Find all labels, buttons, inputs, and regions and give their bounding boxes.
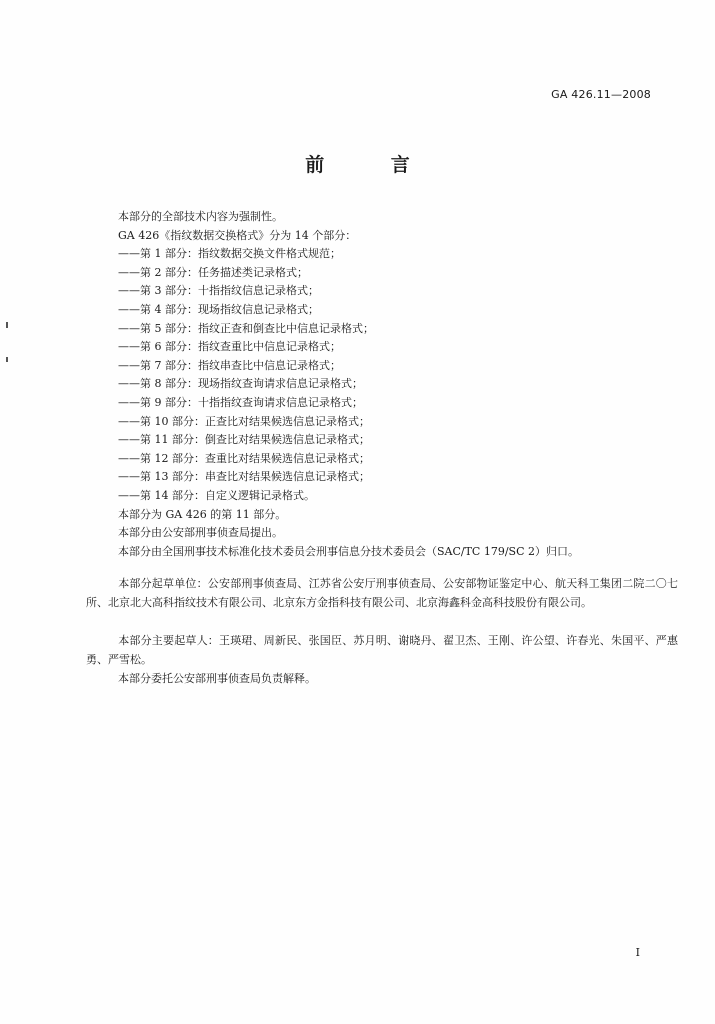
drafting-units-paragraph bbox=[86, 574, 678, 612]
part-list-item: ——第 14 部分：自定义逻辑记录格式。 bbox=[118, 488, 315, 502]
drafters-text: 本部分主要起草人：王瑛珺、周新民、张国臣、苏月明、谢晓丹、翟卫杰、王刚、许公望、许春光、朱国平、严惠勇、严雪松。 bbox=[86, 634, 678, 666]
page-number: I bbox=[635, 946, 640, 959]
part-list-item: ——第 7 部分：指纹串查比中信息记录格式； bbox=[118, 358, 341, 372]
part-list-item: ——第 5 部分：指纹正查和倒查比中信息记录格式； bbox=[118, 321, 374, 335]
part-list-item: ——第 4 部分：现场指纹信息记录格式； bbox=[118, 302, 319, 316]
part-list-item: ——第 10 部分：正查比对结果候选信息记录格式； bbox=[118, 414, 370, 428]
scan-edge-mark bbox=[6, 322, 8, 328]
foreword-body bbox=[118, 208, 678, 561]
part-list-item: ——第 13 部分：串查比对结果候选信息记录格式； bbox=[118, 470, 370, 484]
interpretation-paragraph bbox=[86, 669, 678, 688]
part-list-item: ——第 9 部分：十指指纹查询请求信息记录格式； bbox=[118, 395, 363, 409]
part-list-item: ——第 12 部分：查重比对结果候选信息记录格式； bbox=[118, 451, 370, 465]
drafting-units-text: 本部分起草单位：公安部刑事侦查局、江苏省公安厅刑事侦查局、公安部物证鉴定中心、航天科工集团二院二〇七所、北京北大高科指纹技术有限公司、北京东方金指科技有限公司、北京海鑫科金高科技股份有限公司。 bbox=[86, 577, 678, 609]
part-list-item: ——第 2 部分：任务描述类记录格式； bbox=[118, 265, 308, 279]
part-list-item: ——第 3 部分：十指指纹信息记录格式； bbox=[118, 284, 319, 298]
foreword-line: 本部分为 GA 426 的第 11 部分。 bbox=[118, 507, 287, 521]
interpretation-text: 本部分委托公安部刑事侦查局负责解释。 bbox=[118, 672, 316, 685]
foreword-line: 本部分的全部技术内容为强制性。 bbox=[118, 210, 283, 223]
foreword-line: 本部分由公安部刑事侦查局提出。 bbox=[118, 526, 283, 540]
scan-edge-mark bbox=[6, 357, 8, 362]
standard-code: GA 426.11—2008 bbox=[551, 88, 651, 101]
part-list-item: ——第 8 部分：现场指纹查询请求信息记录格式； bbox=[118, 377, 363, 391]
part-list-item: ——第 6 部分：指纹查重比中信息记录格式； bbox=[118, 340, 341, 354]
foreword-line: GA 426《指纹数据交换格式》分为 14 个部分： bbox=[118, 228, 357, 242]
page-title: 前 言 bbox=[305, 154, 440, 176]
part-list-item: ——第 1 部分：指纹数据交换文件格式规范； bbox=[118, 247, 341, 261]
part-list-item: ——第 11 部分：倒查比对结果候选信息记录格式； bbox=[118, 433, 370, 447]
drafters-paragraph bbox=[86, 631, 678, 669]
foreword-line: 本部分由全国刑事技术标准化技术委员会刑事信息分技术委员会（SAC/TC 179/SC 2）归口。 bbox=[118, 544, 579, 558]
